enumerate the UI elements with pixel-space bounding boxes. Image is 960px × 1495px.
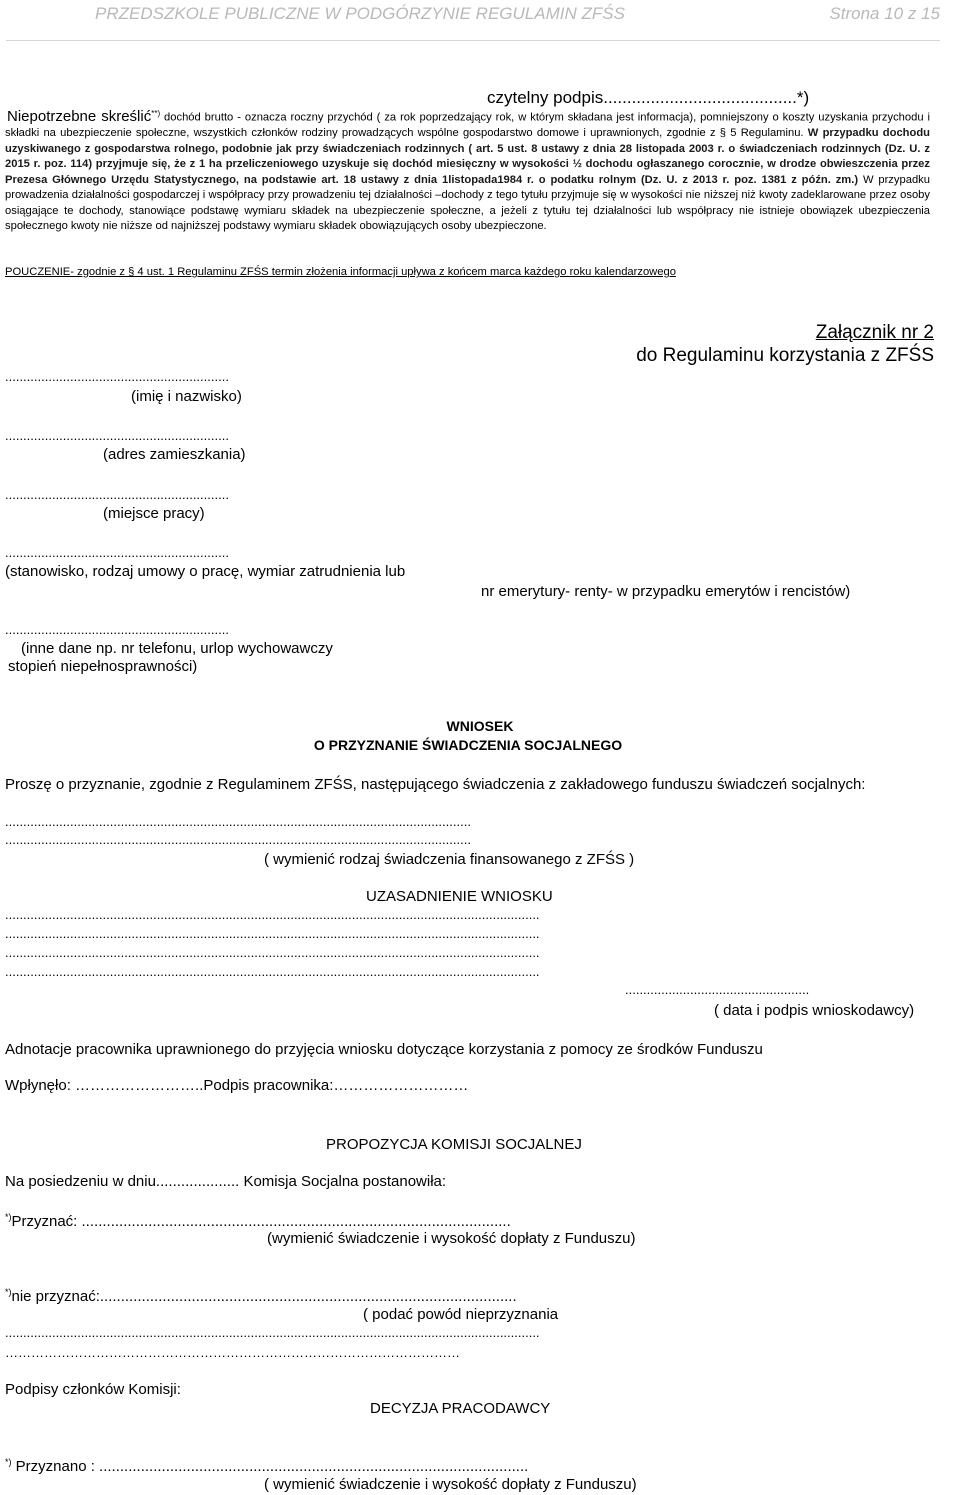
income-note <box>5 106 930 235</box>
justification-dots-4[interactable]: .................................................................................................................................................... <box>5 964 540 979</box>
attachment-title: do Regulaminu korzystania z ZFŚS <box>636 345 934 366</box>
grant-line[interactable] <box>5 1212 511 1230</box>
decision-title: DECYZJA PRACODAWCY <box>370 1400 551 1417</box>
deny-line[interactable] <box>5 1287 517 1305</box>
pension-label: nr emerytury- renty- w przypadku emerytów i rencistów) <box>481 583 851 600</box>
grant-text: Przyznać: ....................................................................................................... <box>11 1213 511 1230</box>
header-page-number: Strona 10 z 15 <box>829 4 940 23</box>
header-title: PRZEDSZKOLE PUBLICZNE W PODGÓRZYNIE REGULAMIN ZFŚS <box>95 4 625 23</box>
note-mark: **) <box>151 109 161 118</box>
employer-note-title: Adnotacje pracownika uprawnionego do przyjęcia wniosku dotyczące korzystania z pomocy ze środków Funduszu <box>5 1041 763 1058</box>
grant-mark: *) <box>5 1212 12 1222</box>
deny-ellipsis[interactable]: …………………………………………………………………………………………… <box>5 1345 460 1360</box>
deny-mark: *) <box>5 1287 12 1297</box>
deny-label: ( podać powód nieprzyznania <box>363 1306 559 1323</box>
justification-dots-1[interactable]: .................................................................................................................................................... <box>5 907 540 922</box>
granted-line[interactable] <box>5 1457 528 1475</box>
request-title: WNIOSEK <box>446 718 514 734</box>
workplace-label: (miejsce pracy) <box>103 505 205 522</box>
applicant-signature-dots[interactable]: ................................................... <box>625 982 810 997</box>
signature-line: czytelny podpis.........................................*) <box>487 88 810 107</box>
pouczenie-line: POUCZENIE- zgodnie z § 4 ust. 1 Regulaminu ZFŚS termin złożenia informacji upływa z końcem marca każdego roku kalendarzowego <box>5 266 676 278</box>
meeting-line[interactable]: Na posiedzeniu w dniu.................... Komisja Socjalna postanowiła: <box>5 1173 447 1190</box>
name-field-dots[interactable]: .............................................................. <box>5 369 229 384</box>
applicant-signature-label: ( data i podpis wnioskodawcy) <box>714 1002 915 1019</box>
address-field-dots[interactable]: .............................................................. <box>5 428 229 443</box>
note-lead: Niepotrzebne skreślić <box>7 107 152 125</box>
granted-mark: *) <box>5 1457 12 1467</box>
request-body: Proszę o przyznanie, zgodnie z Regulaminem ZFŚS, następującego świadczenia z zakładowego funduszu świadczeń socjalnych: <box>5 776 866 793</box>
granted-text: Przyznano : ....................................................................................................... <box>11 1458 529 1475</box>
other-field-dots[interactable]: .............................................................. <box>5 622 229 637</box>
deny-dots[interactable]: .................................................................................................................................................... <box>5 1325 540 1340</box>
benefit-label: ( wymienić rodzaj świadczenia finansowanego z ZFŚS ) <box>264 851 635 868</box>
justification-title: UZASADNIENIE WNIOSKU <box>366 888 553 905</box>
deny-text: nie przyznać:.................................................................................................... <box>11 1288 517 1305</box>
position-label: (stanowisko, rodzaj umowy o pracę, wymiar zatrudnienia lub <box>5 563 406 580</box>
request-subtitle: O PRZYZNANIE ŚWIADCZENIA SOCJALNEGO <box>313 737 623 753</box>
committee-title: PROPOZYCJA KOMISJI SOCJALNEJ <box>326 1136 582 1153</box>
name-label: (imię i nazwisko) <box>131 388 242 405</box>
other-label-2: stopień niepełnosprawności) <box>8 658 198 675</box>
page-header <box>0 0 960 44</box>
benefit-dots-2[interactable]: ................................................................................................................................. <box>5 832 471 847</box>
note-text: dochód brutto - oznacza roczny przychód ( za rok poprzedzający rok, w którym składana jest informacja), pomniejszony o koszty uzyskania przychodu i składki na ubezpieczenie społeczne, wszystkich członków rodziny prowadzących wspólne gospodarstwo domowe i uprawnionych, zgodnie z § 5 Regulaminu. <box>5 111 930 140</box>
workplace-field-dots[interactable]: .............................................................. <box>5 487 229 502</box>
note-tail: W przypadku prowadzenia działalności gospodarczej i współpracy przy prowadzeniu tej działalności –dochody z tego tytułu przyjmuje się w wysokości nie niższej niż kwoty zadeklarowane przez osoby osiągające te dochody, stanowiące podstawę wymiaru składek na ubezpieczenie społeczne, a jeżeli z tytułu tej działalności lub współpracy nie istnieje obowiązek ubezpieczenia społecznego kwoty nie niższe od najniższej podstawy wymiaru składek obowiązujących osoby ubezpieczone. <box>5 173 930 233</box>
note-bold-text: W przypadku dochodu uzyskiwanego z gospodarstwa rolnego, podobnie jak przy świadczeniach rodzinnych ( art. 5 ust. 8 ustawy z dnia 28 listopada 2003 r. o świadczeniach rodzinnych (Dz. U. z 2015 r. poz. 114) przyjmuje się, że z 1 ha przeliczeniowego uzyskuje się dochód miesięczny w wysokości ½ dochodu ogłaszanego corocznie, w drodze obwieszczenia przez Prezesa Głównego Urzędu Statystycznego, na podstawie art. 18 ustawy z dnia 1listopada1984 r. o podatku rolnym (Dz. U. z 2013 r. poz. 1381 z późn. zm.) <box>5 127 931 186</box>
attachment-number: Załącznik nr 2 <box>815 322 934 343</box>
justification-dots-2[interactable]: .................................................................................................................................................... <box>5 926 540 941</box>
address-label: (adres zamieszkania) <box>103 446 246 463</box>
grant-label: (wymienić świadczenie i wysokość dopłaty z Funduszu) <box>267 1230 636 1247</box>
received-line[interactable]: Wpłynęło: ……………………..Podpis pracownika:……………………… <box>5 1077 469 1094</box>
position-field-dots[interactable]: .............................................................. <box>5 545 229 560</box>
header-divider <box>6 40 940 41</box>
benefit-dots-1[interactable]: ................................................................................................................................. <box>5 814 471 829</box>
committee-signatures: Podpisy członków Komisji: <box>5 1381 181 1398</box>
granted-label: ( wymienić świadczenie i wysokość dopłaty z Funduszu) <box>264 1476 637 1493</box>
other-label-1: (inne dane np. nr telefonu, urlop wychowawczy <box>21 640 333 657</box>
justification-dots-3[interactable]: .................................................................................................................................................... <box>5 945 540 960</box>
